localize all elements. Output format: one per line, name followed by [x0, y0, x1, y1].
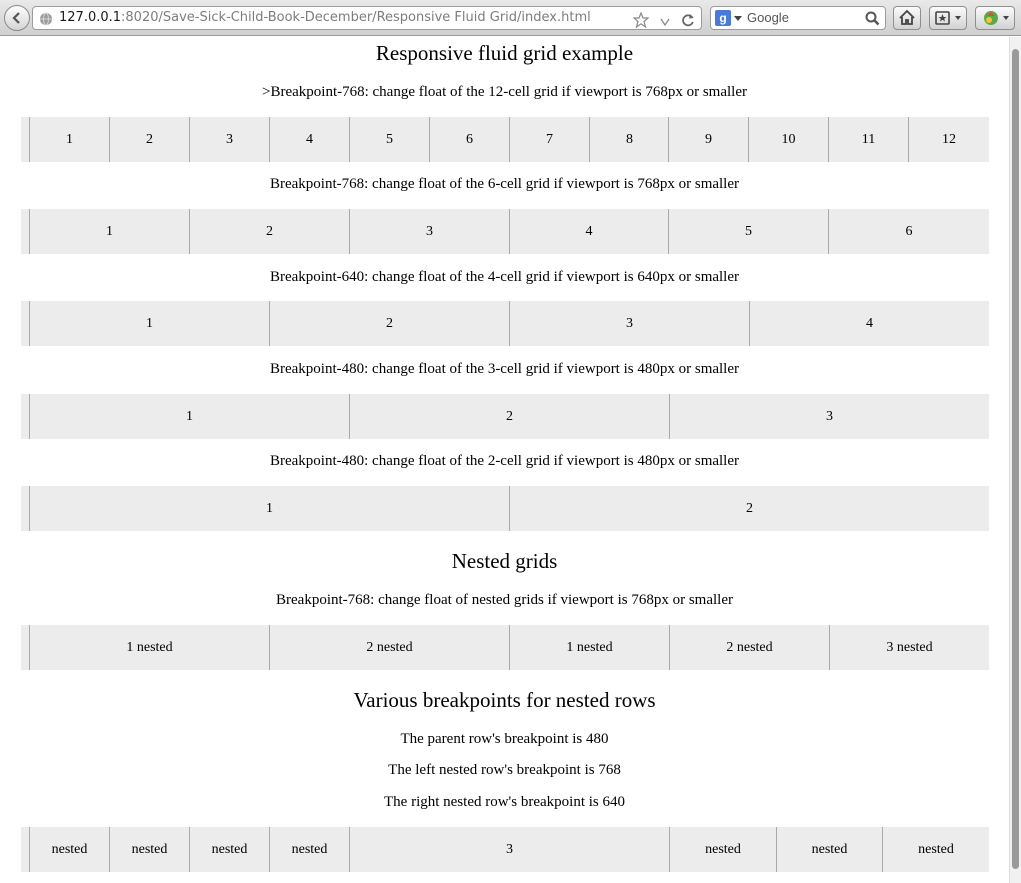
globe-icon — [39, 12, 53, 26]
grid-cell: 3 nested — [829, 625, 989, 670]
bookmarks-icon — [930, 7, 966, 29]
left-breakpoint-text: The left nested row's breakpoint is 768 — [388, 762, 621, 778]
bookmarks-menu-button[interactable] — [929, 6, 967, 30]
url-bar-icons — [627, 11, 695, 32]
history-dropdown-icon[interactable] — [660, 12, 670, 31]
home-button[interactable] — [893, 6, 921, 30]
scrollbar-thumb[interactable] — [1012, 49, 1019, 869]
grid-cell: 1 nested — [509, 625, 669, 670]
various-breakpoints-heading: Various breakpoints for nested rows — [353, 688, 656, 712]
grid-cell: 3 — [189, 117, 269, 162]
bookmark-star-icon[interactable] — [633, 12, 649, 32]
reload-icon[interactable] — [681, 12, 695, 31]
browser-toolbar — [0, 0, 1021, 36]
grid-cell: 4 — [749, 301, 989, 346]
address-bar[interactable] — [32, 6, 702, 30]
grid-cell: nested — [29, 827, 109, 872]
grid-row-6 — [21, 209, 989, 254]
grid2-caption: Breakpoint-480: change float of the 2-cell grid if viewport is 480px or smaller — [269, 453, 740, 469]
search-placeholder[interactable]: Google — [747, 10, 789, 25]
grid-cell: 2 — [109, 117, 189, 162]
grid-cell: 3 — [349, 827, 669, 872]
search-icon[interactable] — [865, 11, 880, 26]
grid4-caption: Breakpoint-640: change float of the 4-cell grid if viewport is 640px or smaller — [269, 269, 740, 285]
grid-cell: 3 — [509, 301, 749, 346]
grid-cell: 3 — [349, 209, 509, 254]
grid-cell: 2 nested — [669, 625, 829, 670]
url-path: :8020/Save-Sick-Child-Book-December/Responsive Fluid Grid/index.html — [121, 10, 591, 25]
grid-cell: 9 — [668, 117, 748, 162]
grid-cell: 5 — [668, 209, 828, 254]
grid-cell: nested — [189, 827, 269, 872]
grid-cell: 1 — [29, 301, 269, 346]
grid3-caption: Breakpoint-480: change float of the 3-cell grid if viewport is 480px or smaller — [269, 361, 740, 377]
nested-grids-heading: Nested grids — [451, 549, 558, 573]
grid-cell: 2 — [509, 486, 989, 531]
grid-cell: 2 nested — [269, 625, 509, 670]
grid-cell: 12 — [908, 117, 989, 162]
url-text[interactable] — [59, 10, 591, 25]
grid-cell: 7 — [509, 117, 589, 162]
grid-cell: nested — [882, 827, 989, 872]
extension-icon — [976, 7, 1014, 29]
grid-cell: nested — [776, 827, 882, 872]
grid-cell: 1 — [29, 394, 349, 439]
extension-button[interactable] — [975, 6, 1015, 30]
grid-cell: 1 — [29, 117, 109, 162]
grid-cell: 1 — [29, 209, 189, 254]
grid-cell: 6 — [429, 117, 509, 162]
grid-cell: 2 — [349, 394, 669, 439]
grid-cell: 3 — [669, 394, 989, 439]
search-bar[interactable] — [710, 6, 886, 30]
nested-grid-row — [21, 625, 989, 670]
nested-caption: Breakpoint-768: change float of nested grids if viewport is 768px or smaller — [276, 592, 733, 608]
grid-cell: 1 nested — [29, 625, 269, 670]
grid-row-4 — [21, 301, 989, 346]
grid-cell: nested — [269, 827, 349, 872]
grid-cell: nested — [109, 827, 189, 872]
grid-row-3 — [21, 394, 989, 439]
url-host: 127.0.0.1 — [59, 10, 122, 25]
grid-cell: 2 — [269, 301, 509, 346]
google-engine-icon[interactable]: g — [715, 10, 731, 26]
back-arrow-icon — [11, 12, 23, 24]
grid12-caption: >Breakpoint-768: change float of the 12-cell grid if viewport is 768px or smaller — [262, 84, 747, 100]
grid-cell: 2 — [189, 209, 349, 254]
grid-cell: 1 — [29, 486, 509, 531]
grid-cell: 6 — [828, 209, 989, 254]
grid-row-12 — [21, 117, 989, 162]
grid-cell: 4 — [509, 209, 668, 254]
back-button[interactable] — [4, 5, 30, 31]
grid-cell: 11 — [828, 117, 908, 162]
grid-row-2 — [21, 486, 989, 531]
page-title: Responsive fluid grid example — [375, 41, 634, 65]
grid-cell: 4 — [269, 117, 349, 162]
page-content — [0, 37, 1009, 883]
grid-cell: nested — [669, 827, 776, 872]
parent-breakpoint-text: The parent row's breakpoint is 480 — [400, 731, 609, 747]
grid-cell: 10 — [748, 117, 828, 162]
home-icon — [894, 7, 920, 29]
grid-cell: 8 — [589, 117, 669, 162]
various-grid-row — [21, 827, 989, 872]
engine-dropdown-icon[interactable] — [734, 16, 742, 21]
right-breakpoint-text: The right nested row's breakpoint is 640 — [384, 794, 625, 810]
grid-cell: 5 — [349, 117, 429, 162]
grid6-caption: Breakpoint-768: change float of the 6-cell grid if viewport is 768px or smaller — [269, 176, 740, 192]
page-scrollbar[interactable] — [1009, 37, 1021, 883]
